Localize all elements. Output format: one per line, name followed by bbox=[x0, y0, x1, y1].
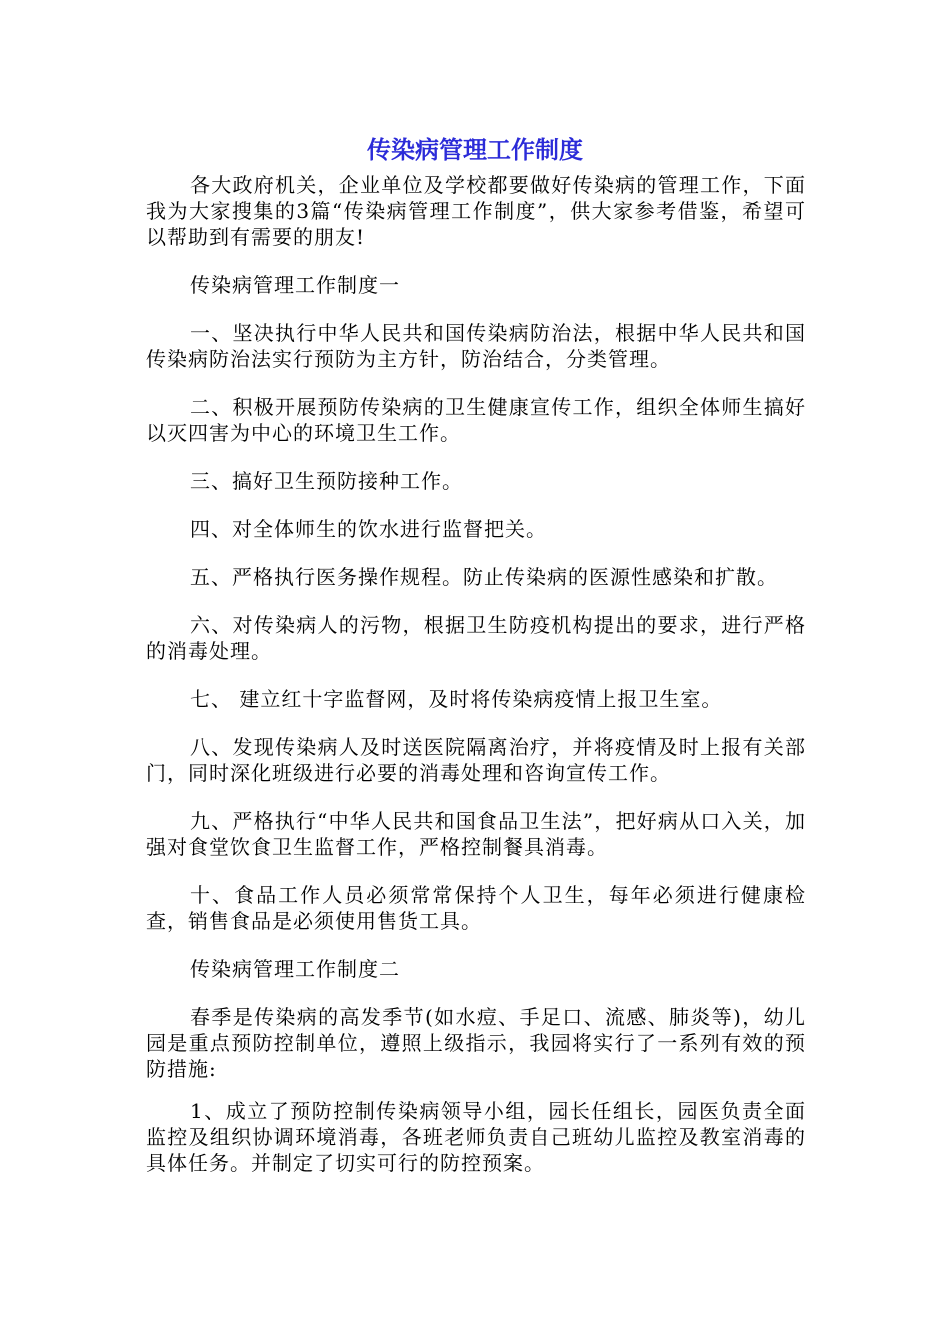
section-heading-1: 传染病管理工作制度一 bbox=[190, 273, 400, 297]
rule-10: 十、食品工作人员必须常常保持个人卫生，每年必须进行健康检查，销售食品是必须使用售货工具。 bbox=[146, 883, 806, 933]
document-title: 传染病管理工作制度 bbox=[367, 136, 583, 164]
rule-1: 一、坚决执行中华人民共和国传染病防治法，根据中华人民共和国传染病防治法实行预防为主方针，防治结合，分类管理。 bbox=[146, 321, 806, 371]
rule-2: 二、积极开展预防传染病的卫生健康宣传工作，组织全体师生搞好以灭四害为中心的环境卫生工作。 bbox=[146, 395, 806, 445]
rule-9: 九、严格执行“中华人民共和国食品卫生法”，把好病从口入关，加强对食堂饮食卫生监督工作，严格控制餐具消毒。 bbox=[146, 809, 806, 859]
rule-5: 五、严格执行医务操作规程。防止传染病的医源性感染和扩散。 bbox=[190, 565, 778, 589]
section-2-intro: 春季是传染病的高发季节(如水痘、手足口、流感、肺炎等)，幼儿园是重点预防控制单位，遵照上级指示，我园将实行了一系列有效的预防措施: bbox=[146, 1005, 806, 1081]
measure-1: 1、成立了预防控制传染病领导小组，园长任组长，园医负责全面监控及组织协调环境消毒，各班老师负责自己班幼儿监控及教室消毒的具体任务。并制定了切实可行的防控预案。 bbox=[146, 1099, 806, 1175]
rule-7: 七、 建立红十字监督网，及时将传染病疫情上报卫生室。 bbox=[190, 687, 723, 711]
rule-4: 四、对全体师生的饮水进行监督把关。 bbox=[190, 517, 547, 541]
section-heading-2: 传染病管理工作制度二 bbox=[190, 957, 400, 981]
rule-8: 八、发现传染病人及时送医院隔离治疗，并将疫情及时上报有关部门，同时深化班级进行必要的消毒处理和咨询宣传工作。 bbox=[146, 735, 806, 785]
document-body bbox=[146, 172, 806, 1198]
rule-3: 三、搞好卫生预防接种工作。 bbox=[190, 469, 463, 493]
intro-paragraph: 各大政府机关，企业单位及学校都要做好传染病的管理工作，下面我为大家搜集的3篇“传染病管理工作制度”，供大家参考借鉴，希望可以帮助到有需要的朋友! bbox=[146, 173, 806, 249]
rule-6: 六、对传染病人的污物，根据卫生防疫机构提出的要求，进行严格的消毒处理。 bbox=[146, 613, 806, 663]
